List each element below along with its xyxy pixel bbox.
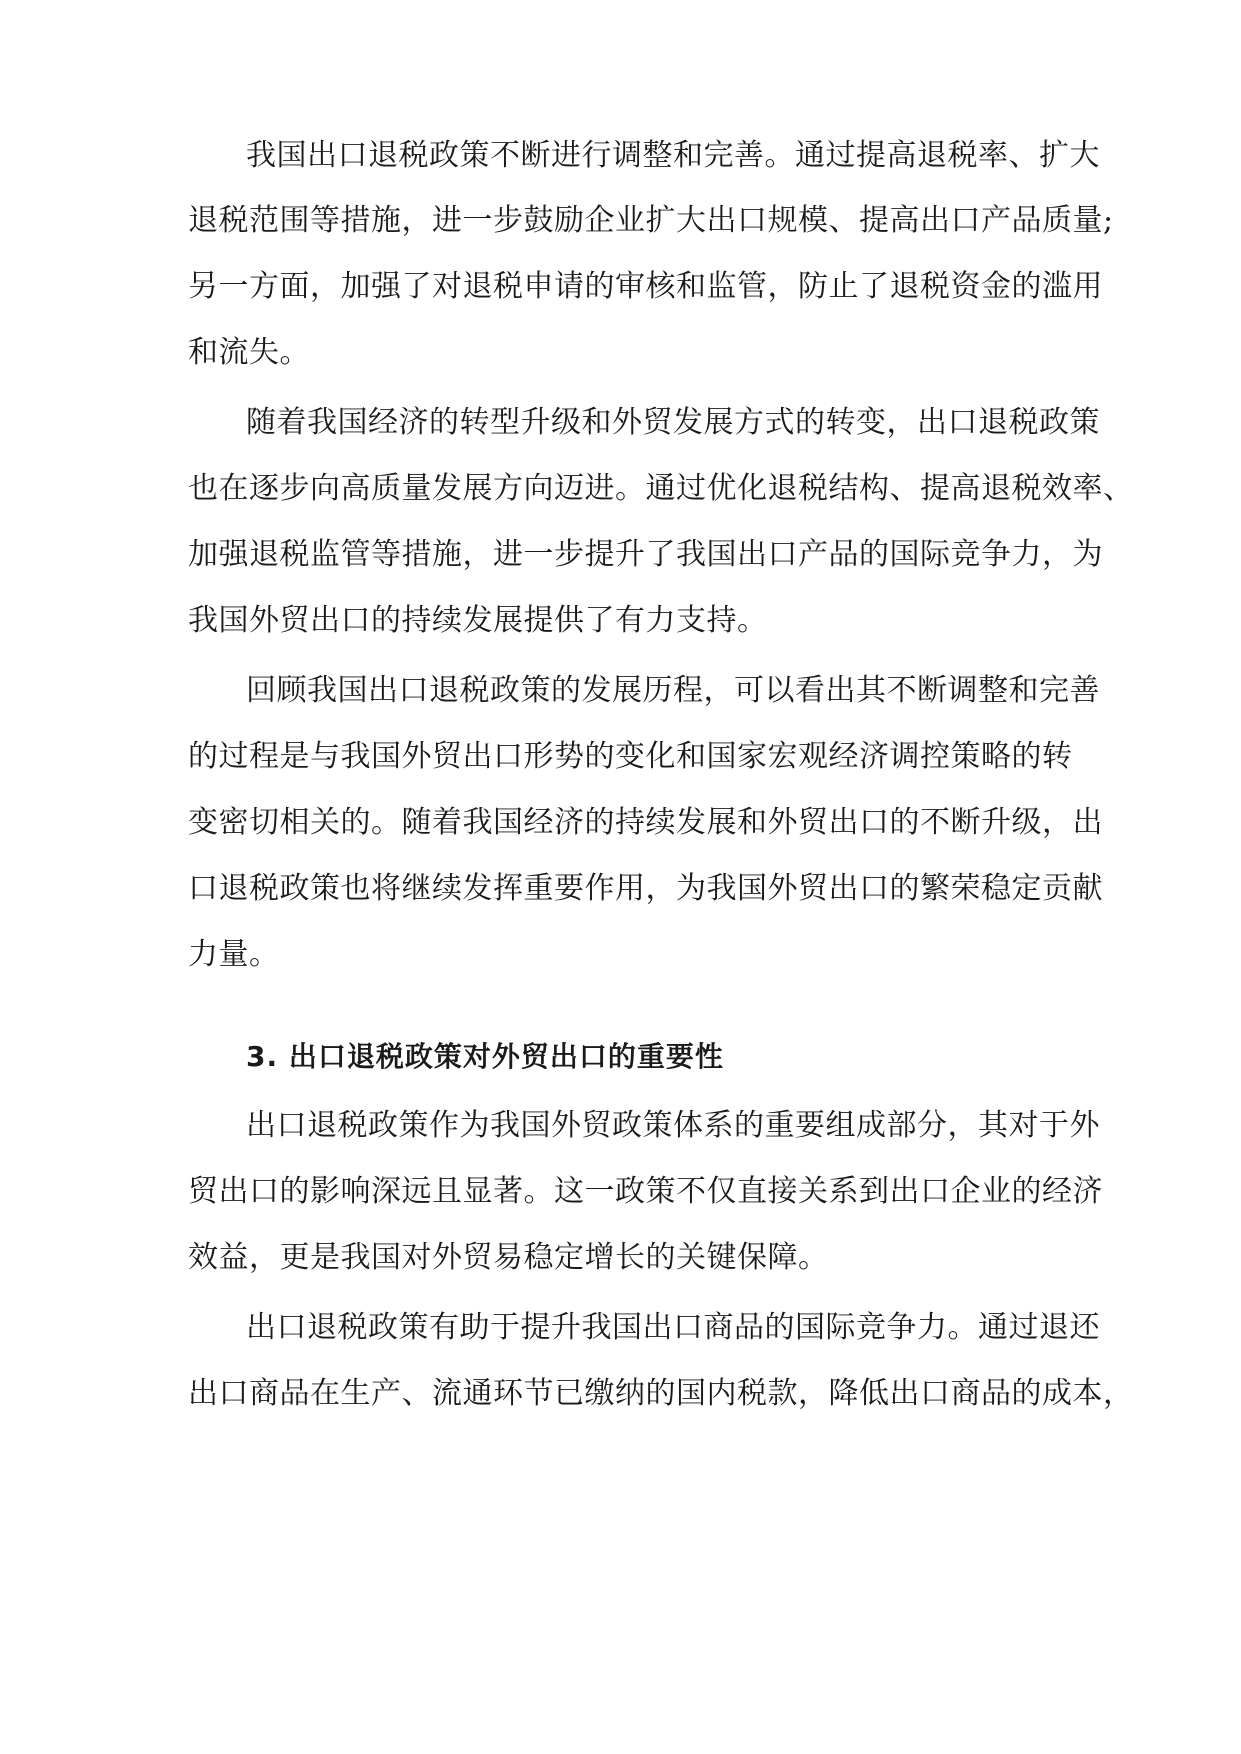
section-paragraph-2-line-1: 出口退税政策有助于提升我国出口商品的国际竞争力。通过退还 bbox=[246, 1310, 1100, 1345]
section-heading: 3. 出口退税政策对外贸出口的重要性 bbox=[246, 1040, 724, 1073]
paragraph-2-line-2: 也在逐步向高质量发展方向迈进。通过优化退税结构、提高退税效率、 bbox=[188, 471, 1134, 506]
paragraph-2-line-4: 我国外贸出口的持续发展提供了有力支持。 bbox=[188, 603, 768, 638]
paragraph-1-line-4: 和流失。 bbox=[188, 335, 310, 370]
section-paragraph-1-line-2: 贸出口的影响深远且显著。这一政策不仅直接关系到出口企业的经济 bbox=[188, 1174, 1103, 1209]
paragraph-2-line-1: 随着我国经济的转型升级和外贸发展方式的转变，出口退税政策 bbox=[246, 405, 1100, 440]
section-paragraph-1-line-1: 出口退税政策作为我国外贸政策体系的重要组成部分，其对于外 bbox=[246, 1108, 1100, 1143]
section-paragraph-1-line-3: 效益，更是我国对外贸易稳定增长的关键保障。 bbox=[188, 1240, 829, 1275]
paragraph-2-line-3: 加强退税监管等措施，进一步提升了我国出口产品的国际竞争力，为 bbox=[188, 537, 1103, 572]
paragraph-3-line-4: 口退税政策也将继续发挥重要作用，为我国外贸出口的繁荣稳定贡献 bbox=[188, 871, 1103, 906]
paragraph-3-line-2: 的过程是与我国外贸出口形势的变化和国家宏观经济调控策略的转 bbox=[188, 739, 1073, 774]
paragraph-3-line-5: 力量。 bbox=[188, 937, 280, 972]
paragraph-3-line-1: 回顾我国出口退税政策的发展历程，可以看出其不断调整和完善 bbox=[246, 673, 1100, 708]
section-paragraph-2-line-2: 出口商品在生产、流通环节已缴纳的国内税款，降低出口商品的成本， bbox=[188, 1376, 1134, 1411]
paragraph-1-line-3: 另一方面，加强了对退税申请的审核和监管，防止了退税资金的滥用 bbox=[188, 269, 1103, 304]
paragraph-1-line-1: 我国出口退税政策不断进行调整和完善。通过提高退税率、扩大 bbox=[246, 138, 1100, 173]
paragraph-1-line-2: 退税范围等措施，进一步鼓励企业扩大出口规模、提高出口产品质量; bbox=[188, 203, 1114, 238]
paragraph-3-line-3: 变密切相关的。随着我国经济的持续发展和外贸出口的不断升级，出 bbox=[188, 805, 1103, 840]
